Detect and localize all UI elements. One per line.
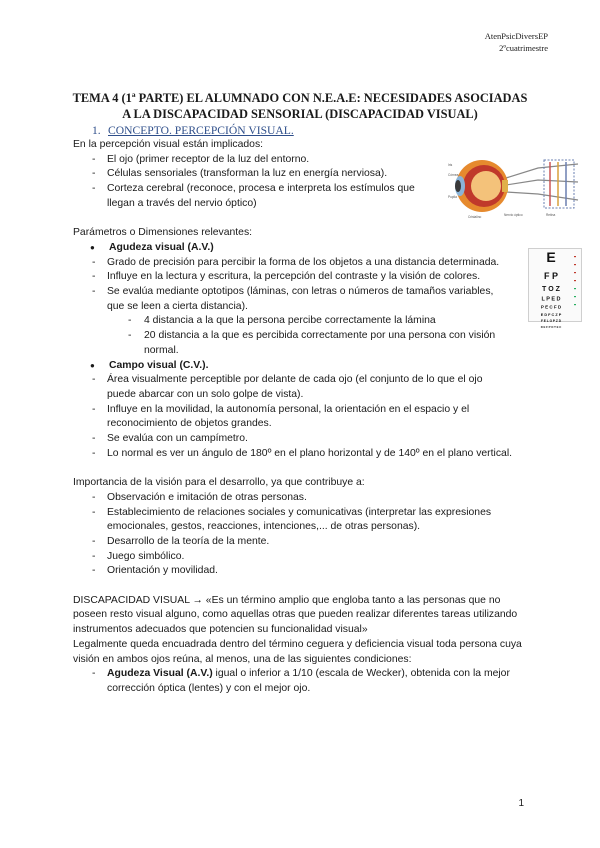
chart-row: L P E D — [541, 296, 561, 303]
list-item: - Lo normal es ver un ángulo de 180º en el plano horizontal y de 140º en el plano vertical. — [73, 447, 513, 462]
section-number: 1. — [92, 124, 101, 137]
title-line-1: TEMA 4 (1ª PARTE) EL ALUMNADO CON N.E.A.E: NECESIDADES ASOCIADAS — [72, 91, 528, 105]
eyeball-icon — [455, 160, 508, 212]
condition-list — [73, 667, 513, 696]
list-item: - Juego simbólico. — [73, 550, 533, 565]
parameters-intro: Parámetros o Dimensiones relevantes: — [73, 227, 253, 239]
section-heading — [92, 124, 294, 137]
svg-text:Nervio óptico: Nervio óptico — [504, 213, 523, 217]
cv-heading: ● Campo visual (C.V.). — [73, 359, 533, 374]
list-item: - Área visualmente perceptible por delante de cada ojo (el conjunto de lo que el ojo puede abarcar con un solo golpe de vista). — [73, 373, 513, 402]
condition-text: igual o inferior a 1/10 (escala de Wecker), obtenida con la mejor corrección óptica (lentes) y con el mejor ojo. — [107, 668, 510, 694]
snellen-chart-illustration — [528, 248, 582, 329]
chart-row: P E C F D — [540, 304, 562, 310]
list-item: - Establecimiento de relaciones sociales y comunicativas (interpretar las expresiones emocionales, gestos, reacciones, intenciones,... de otras personas). — [73, 506, 533, 535]
list-item: - Grado de precisión para percibir la forma de los objetos a una distancia determinada. — [73, 256, 513, 271]
perception-list — [73, 153, 445, 212]
header-course: AtenPsicDiversEP — [484, 31, 548, 41]
title-line-2: A LA DISCAPACIDAD SENSORIAL (DISCAPACIDAD VISUAL) — [122, 107, 478, 121]
chart-row: F P — [543, 271, 559, 281]
cv-list — [73, 373, 513, 461]
chart-row: E D F C Z P — [540, 312, 562, 317]
document-header — [485, 30, 548, 54]
importance-intro: Importancia de la visión para el desarrollo, ya que contribuye a: — [73, 477, 365, 489]
chart-row: T O Z — [542, 286, 560, 293]
page-title — [60, 90, 540, 122]
chart-row: E — [546, 249, 556, 265]
list-item: - El ojo (primer receptor de la luz del entorno. — [73, 153, 445, 168]
list-item: - 20 distancia a la que es percibida correctamente por una persona con visión normal. — [73, 329, 513, 358]
list-item: - Orientación y movilidad. — [73, 564, 533, 579]
list-item: - Desarrollo de la teoría de la mente. — [73, 535, 533, 550]
importance-list — [73, 491, 533, 579]
svg-text:Retina: Retina — [546, 213, 556, 217]
list-item: - Células sensoriales (transforman la luz en energía nerviosa). — [73, 167, 445, 182]
list-item — [73, 667, 513, 696]
av-list — [73, 256, 513, 315]
svg-text:Pupila: Pupila — [448, 195, 457, 199]
section-title: CONCEPTO. PERCEPCIÓN VISUAL. — [108, 124, 294, 137]
svg-text:Iris: Iris — [448, 163, 453, 167]
list-item: - Influye en la movilidad, la autonomía personal, la orientación en el espacio y el reconocimiento de objetos grandes. — [73, 403, 513, 432]
definition-legal: Legalmente queda encuadrada dentro del término ceguera y deficiencia visual toda persona cuya visión en ambos ojos reúna, al menos, una de las siguientes condiciones: — [73, 638, 522, 665]
chart-row: D E F P O T E C — [540, 325, 562, 329]
svg-text:Cristalino: Cristalino — [468, 215, 482, 219]
condition-bold: Agudeza Visual (A.V.) — [107, 668, 213, 680]
av-heading: ● Agudeza visual (A.V.) — [73, 241, 533, 256]
list-item: - 4 distancia a la que la persona percibe correctamente la lámina — [73, 314, 513, 329]
chart-row: F E L O P Z D — [540, 319, 562, 324]
nerve-fibers-icon — [506, 160, 578, 208]
eye-anatomy-illustration — [446, 150, 578, 220]
page-number: 1 — [518, 798, 524, 809]
list-item: - Influye en la lectura y escritura, la percepción del contraste y la visión de colores. — [73, 270, 513, 285]
list-item: - Se evalúa con un campímetro. — [73, 432, 513, 447]
av-sublist — [73, 314, 513, 358]
perception-block — [73, 138, 533, 697]
list-item: - Se evalúa mediante optotipos (láminas, con letras o números de tamaños variables, que se leen a cierta distancia). — [73, 285, 513, 314]
svg-text:Córnea: Córnea — [448, 173, 459, 177]
list-item: - Corteza cerebral (reconoce, procesa e interpreta los estímulos que llegan a través del nervio óptico) — [73, 182, 445, 211]
header-term: 2ºcuatrimestre — [499, 43, 548, 53]
perception-intro: En la percepción visual están implicados: — [73, 139, 264, 150]
list-item: - Observación e imitación de otras personas. — [73, 491, 533, 506]
definition-text: DISCAPACIDAD VISUAL → «Es un término amplio que engloba tanto a las personas que no poseen resto visual alguno, como aquellas otras que pueden realizar diferentes tareas utilizando instrumentos adecuados que potencien su funcionalidad visual» — [73, 594, 518, 636]
